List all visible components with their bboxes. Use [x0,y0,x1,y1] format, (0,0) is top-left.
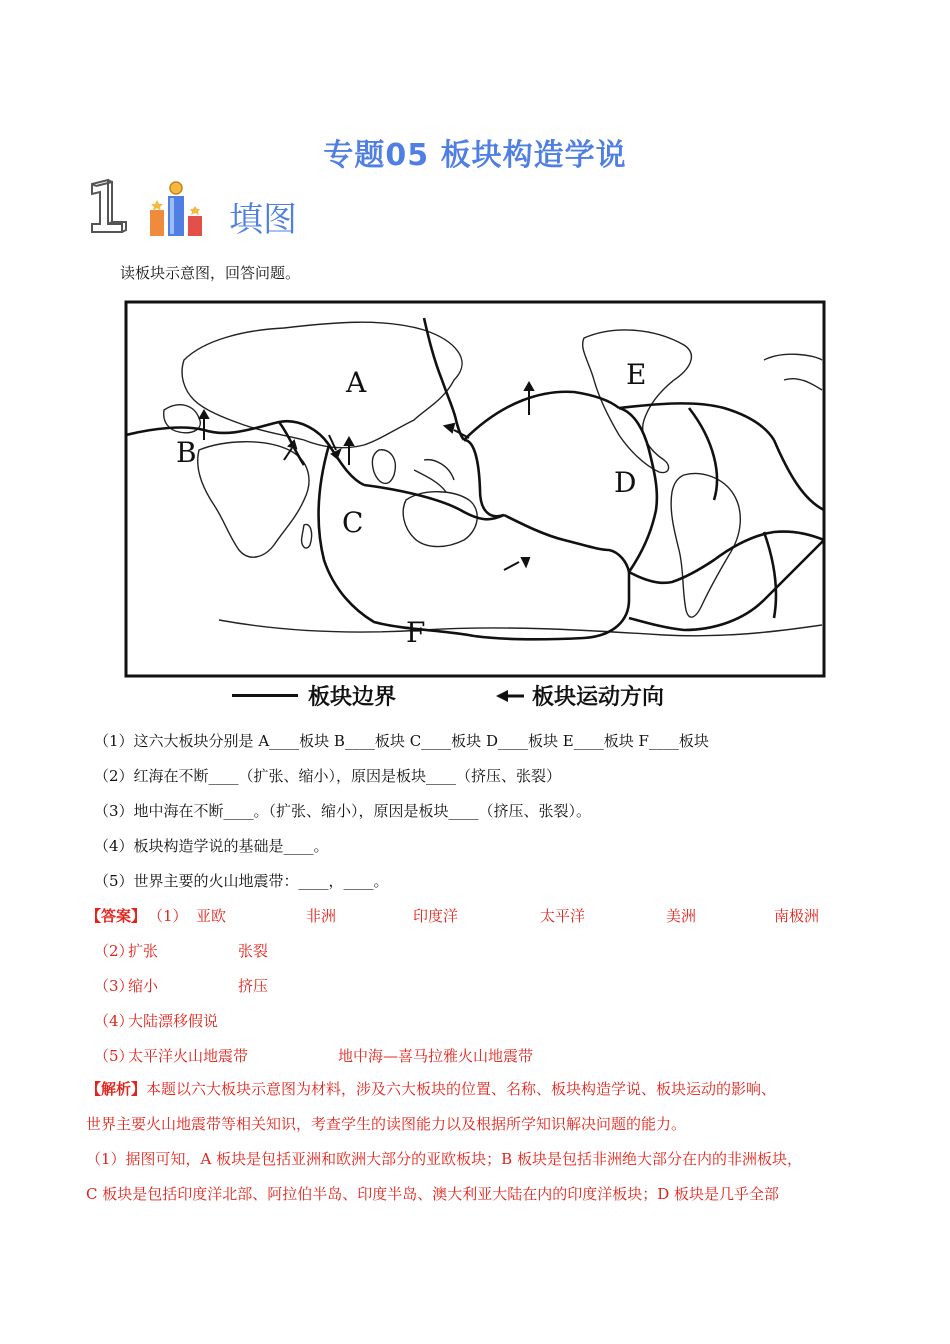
analysis-line-2: 世界主要火山地震带等相关知识，考查学生的读图能力以及根据所学知识解决问题的能力。 [86,1115,687,1133]
plate-label-b: B [176,436,197,469]
plate-label-e: E [626,358,647,391]
answer-1-d: 太平洋 [540,907,586,925]
trophy-podium-icon [144,180,214,238]
legend-movement: 板块运动方向 [532,685,665,710]
answer-3-a: 缩小 [128,977,159,995]
analysis-line-1: 本题以六大板块示意图为材料，涉及六大板块的位置、名称、板块构造学说、板块运动的影响、 [146,1080,777,1098]
section-label: 填图 [229,200,297,240]
question-3: （3）地中海在不断____。（扩张、缩小），原因是板块____（挤压、张裂）。 [94,802,592,820]
answer-4: 大陆漂移假说 [128,1012,219,1030]
question-1: （1）这六大板块分别是 A____板块 B____板块 C____板块 D____板块 E____板块 F____板块 [94,732,709,750]
plate-map [124,300,826,678]
question-2: （2）红海在不断____（扩张、缩小），原因是板块____（挤压、张裂） [94,767,562,785]
map-legend [232,680,792,716]
answer-3-b: 挤压 [238,977,269,995]
boundary-line-symbol [232,694,298,697]
plate-label-a: A [346,366,367,399]
intro-text: 读板块示意图，回答问题。 [120,264,301,282]
question-5: （5）世界主要的火山地震带：____，____。 [94,872,389,890]
map-frame [126,302,824,676]
answer-1-prefix: （1） [148,907,188,925]
number-one-icon [86,178,130,236]
analysis-block [86,1072,876,1212]
answer-1-c: 印度洋 [413,907,459,925]
answer-3-prefix: （3） [94,977,134,995]
analysis-line-3: （1）据图可知，A 板块是包括亚洲和欧洲大部分的亚欧板块；B 板块是包括非洲绝大部分在内的非洲板块， [86,1150,802,1168]
analysis-tag: 【解析】 [86,1080,147,1098]
answer-1-f: 南极洲 [774,907,820,925]
movement-arrow-icon [494,688,526,704]
answer-tag: 【答案】 [86,907,147,925]
answer-2-a: 扩张 [128,942,159,960]
plate-label-c: C [342,506,364,539]
answer-5-a: 太平洋火山地震带 [128,1047,249,1065]
question-4: （4）板块构造学说的基础是____。 [94,837,329,855]
answer-5-prefix: （5） [94,1047,134,1065]
page-title: 专题05 板块构造学说 [323,138,627,173]
answer-1-a: 亚欧 [196,907,227,925]
answer-1-b: 非洲 [306,907,337,925]
answer-4-prefix: （4） [94,1012,134,1030]
analysis-line-4: C 板块是包括印度洋北部、阿拉伯半岛、印度半岛、澳大利亚大陆在内的印度洋板块；D 板块是几乎全部 [86,1185,780,1203]
plate-label-f: F [406,616,426,649]
section-header [86,178,386,238]
plate-label-d: D [614,466,637,499]
answer-2-prefix: （2） [94,942,134,960]
answer-1-e: 美洲 [666,907,697,925]
answer-2-b: 张裂 [238,942,269,960]
legend-boundary: 板块边界 [308,685,397,710]
answer-5-b: 地中海—喜马拉雅火山地震带 [338,1047,534,1065]
